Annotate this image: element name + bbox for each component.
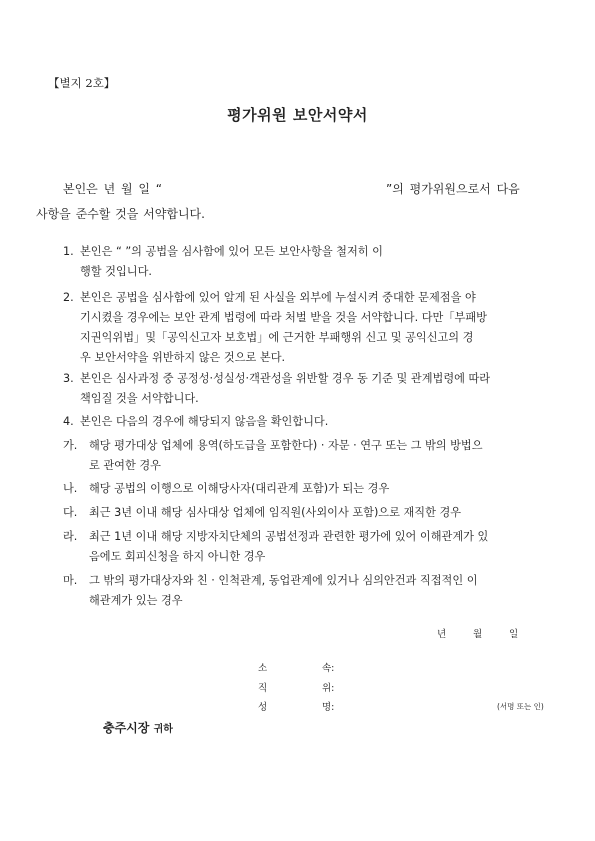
position-label-char1: 직 (258, 683, 268, 694)
recipient-name: 충주시장 (103, 721, 150, 735)
item-number: 4. (63, 415, 74, 428)
item-text-line: 행할 것입니다. (80, 265, 152, 278)
annex-label: 【별지 2호】 (48, 76, 116, 90)
date-year: 년 (437, 629, 447, 640)
sub-item-text-line: 최근 1년 이내 해당 지방자치단체의 공법선정과 관련한 평가에 있어 이해관계가 있 (89, 530, 489, 543)
recipient-suffix: 귀하 (153, 724, 173, 735)
date-month: 월 (473, 629, 483, 640)
pledge-line-2: 사항을 준수할 것을 서약합니다. (36, 207, 205, 221)
item-number: 1. (63, 245, 74, 258)
name-label-char2: 명: (322, 702, 335, 713)
item-text-line: 우 보안서약을 위반하지 않은 것으로 본다. (80, 351, 286, 364)
sub-item-text-line: 해당 평가대상 업체에 용역(하도급을 포함한다) · 자문 · 연구 또는 그 밖의 방법으 (89, 439, 483, 452)
sub-item-text-line: 최근 3년 이내 해당 심사대상 업체에 임직원(사외이사 포함)으로 재직한 경우 (89, 506, 462, 519)
sub-item-text-line: 그 밖의 평가대상자와 친 · 인척관계, 동업관계에 있거나 심의안건과 직접적인 이 (89, 574, 478, 587)
sub-item-marker: 가. (63, 439, 78, 452)
item-text-line: 지권익위법」및「공익신고자 보호법」에 근거한 부패행위 신고 및 공익신고의 경 (80, 331, 474, 344)
item-number: 3. (63, 372, 74, 385)
name-label-char1: 성 (258, 702, 268, 713)
sub-item-text-line: 해당 공법의 이행으로 이해당사자(대리관계 포함)가 되는 경우 (89, 482, 390, 495)
position-label-char2: 위: (322, 683, 335, 694)
pledge-line-1-end: ”의 평가위원으로서 다음 (386, 182, 520, 196)
item-text-line: 본인은 “ ”의 공법을 심사함에 있어 모든 보안사항을 철저히 이 (80, 245, 383, 258)
pledge-line-1 (63, 180, 520, 197)
affiliation-label-char2: 속: (322, 663, 335, 674)
item-text-line: 기시켰을 경우에는 보안 관계 법령에 따라 처벌 받을 것을 서약합니다. 다만「부패방 (80, 311, 487, 324)
sub-item-marker: 나. (63, 482, 78, 495)
sub-item-marker: 마. (63, 574, 78, 587)
sub-item-text-line: 음에도 회피신청을 하지 아니한 경우 (89, 550, 266, 563)
sub-item-text-line: 로 관여한 경우 (89, 459, 161, 472)
item-text-line: 본인은 공법을 심사함에 있어 알게 된 사실을 외부에 누설시켜 중대한 문제점을 야 (80, 291, 476, 304)
item-text-line: 책임질 것을 서약합니다. (80, 392, 199, 405)
sub-item-marker: 다. (63, 506, 78, 519)
item-number: 2. (63, 291, 74, 304)
signature-note: (서명 또는 인) (497, 702, 544, 711)
affiliation-label-char1: 소 (258, 663, 268, 674)
document-title: 평가위원 보안서약서 (227, 106, 368, 124)
item-text-line: 본인은 다음의 경우에 해당되지 않음을 확인합니다. (80, 415, 329, 428)
sub-item-text-line: 해관계가 있는 경우 (89, 594, 183, 607)
recipient-line (103, 719, 173, 736)
pledge-line-1-start: 본인은 년 월 일 “ (63, 182, 163, 196)
sub-item-marker: 라. (63, 530, 78, 543)
date-day: 일 (509, 629, 519, 640)
item-text-line: 본인은 심사과정 중 공정성·성실성·객관성을 위반할 경우 동 기준 및 관계법령에 따라 (80, 372, 491, 385)
